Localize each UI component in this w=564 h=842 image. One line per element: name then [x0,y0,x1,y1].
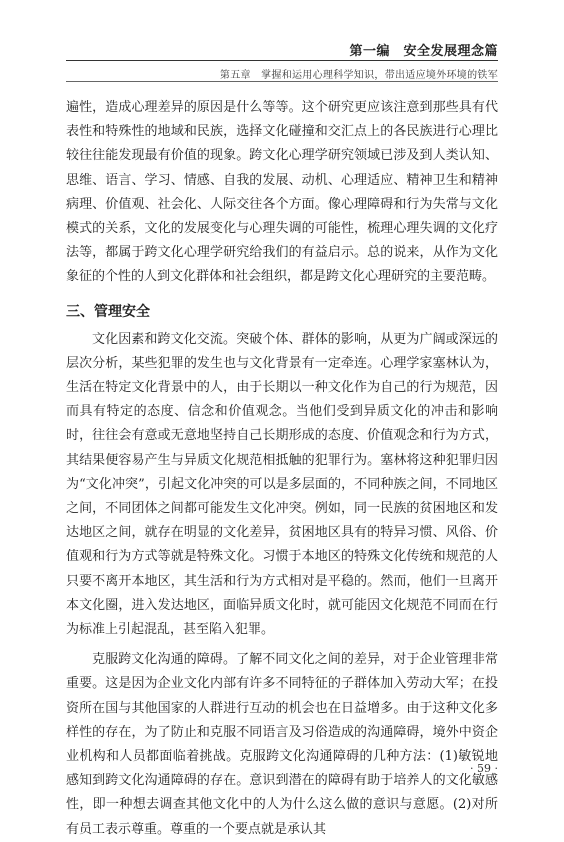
paragraph-communication-barriers: 克服跨文化沟通的障碍。了解不同文化之间的差异，对于企业管理非常重要。这是因为企业文化内部有许多不同特征的子群体加入劳动大军；在投资所在国与其他国家的人群进行互动的机会也在日益增多。由于这种文化多样性的存在，为了防止和克服不同语言及习俗造成的沟通障碍，境外中资企业机构和人员都面临着挑战。克服跨文化沟通障碍的几种方法：(1)敏锐地感知到跨文化沟通障碍的存在。意识到潜在的障碍有助于培养人的文化敏感性，即一种想去调查其他文化中的人为什么这么做的意识与意愿。(2)对所有员工表示尊重。尊重的一个要点就是承认其 [66,652,498,837]
paragraph-continuation: 遍性，造成心理差异的原因是什么等等。这个研究更应该注意到那些具有代表性和特殊性的地域和民族，选择文化碰撞和交汇点上的各民族进行心理比较往往能发现最有价值的现象。跨文化心理学研究领域已涉及到人类认知、思维、语言、学习、情感、自我的发展、动机、心理适应、精神卫生和精神病理、价值观、社会化、人际交往各个方面。像心理障碍和行为失常与文化模式的关系，文化的发展变化与心理失调的可能性，梳理心理失调的文化疗法等，都属于跨文化心理学研究给我们的有益启示。总的说来，从作为文化象征的个性的人到文化群体和社会组织，都是跨文化心理研究的主要范畴。 [66,100,498,285]
body-text [66,96,498,842]
paragraph-culture-factors: 文化因素和跨文化交流。突破个体、群体的影响，从更为广阔或深远的层次分析，某些犯罪的发生也与文化背景有一定牵连。心理学家塞林认为，生活在特定文化背景中的人，由于长期以一种文化作为自己的行为规范，因而具有特定的态度、信念和价值观念。当他们受到异质文化的冲击和影响时，往往会有意或无意地坚持自己长期形成的态度、价值观念和行为方式，其结果便容易产生与异质文化规范相抵触的犯罪行为。塞林将这种犯罪归因为“文化冲突”，引起文化冲突的可以是多层面的，不同种族之间，不同地区之间，不同团体之间都可能发生文化冲突。例如，同一民族的贫困地区和发达地区之间，就存在明显的文化差异，贫困地区具有的特异习惯、风俗、价值观和行为方式等就是特殊文化。习惯于本地区的特殊文化传统和规范的人只要不离开本地区，其生活和行为方式相对是平稳的。然而，他们一旦离开本文化圈，进入发达地区，面临异质文化时，就可能因文化规范不同而在行为标准上引起混乱，甚至陷入犯罪。 [66,331,498,638]
page-number: · 59 · [470,762,498,775]
running-header-part: 第一编 安全发展理念篇 [349,44,498,59]
running-header-chapter: 第五章 掌握和运用心理科学知识，带出适应境外环境的铁军 [219,70,498,81]
header-rule [66,60,498,61]
header-rule-thin [66,81,498,82]
section-heading: 三、管理安全 [66,303,150,320]
